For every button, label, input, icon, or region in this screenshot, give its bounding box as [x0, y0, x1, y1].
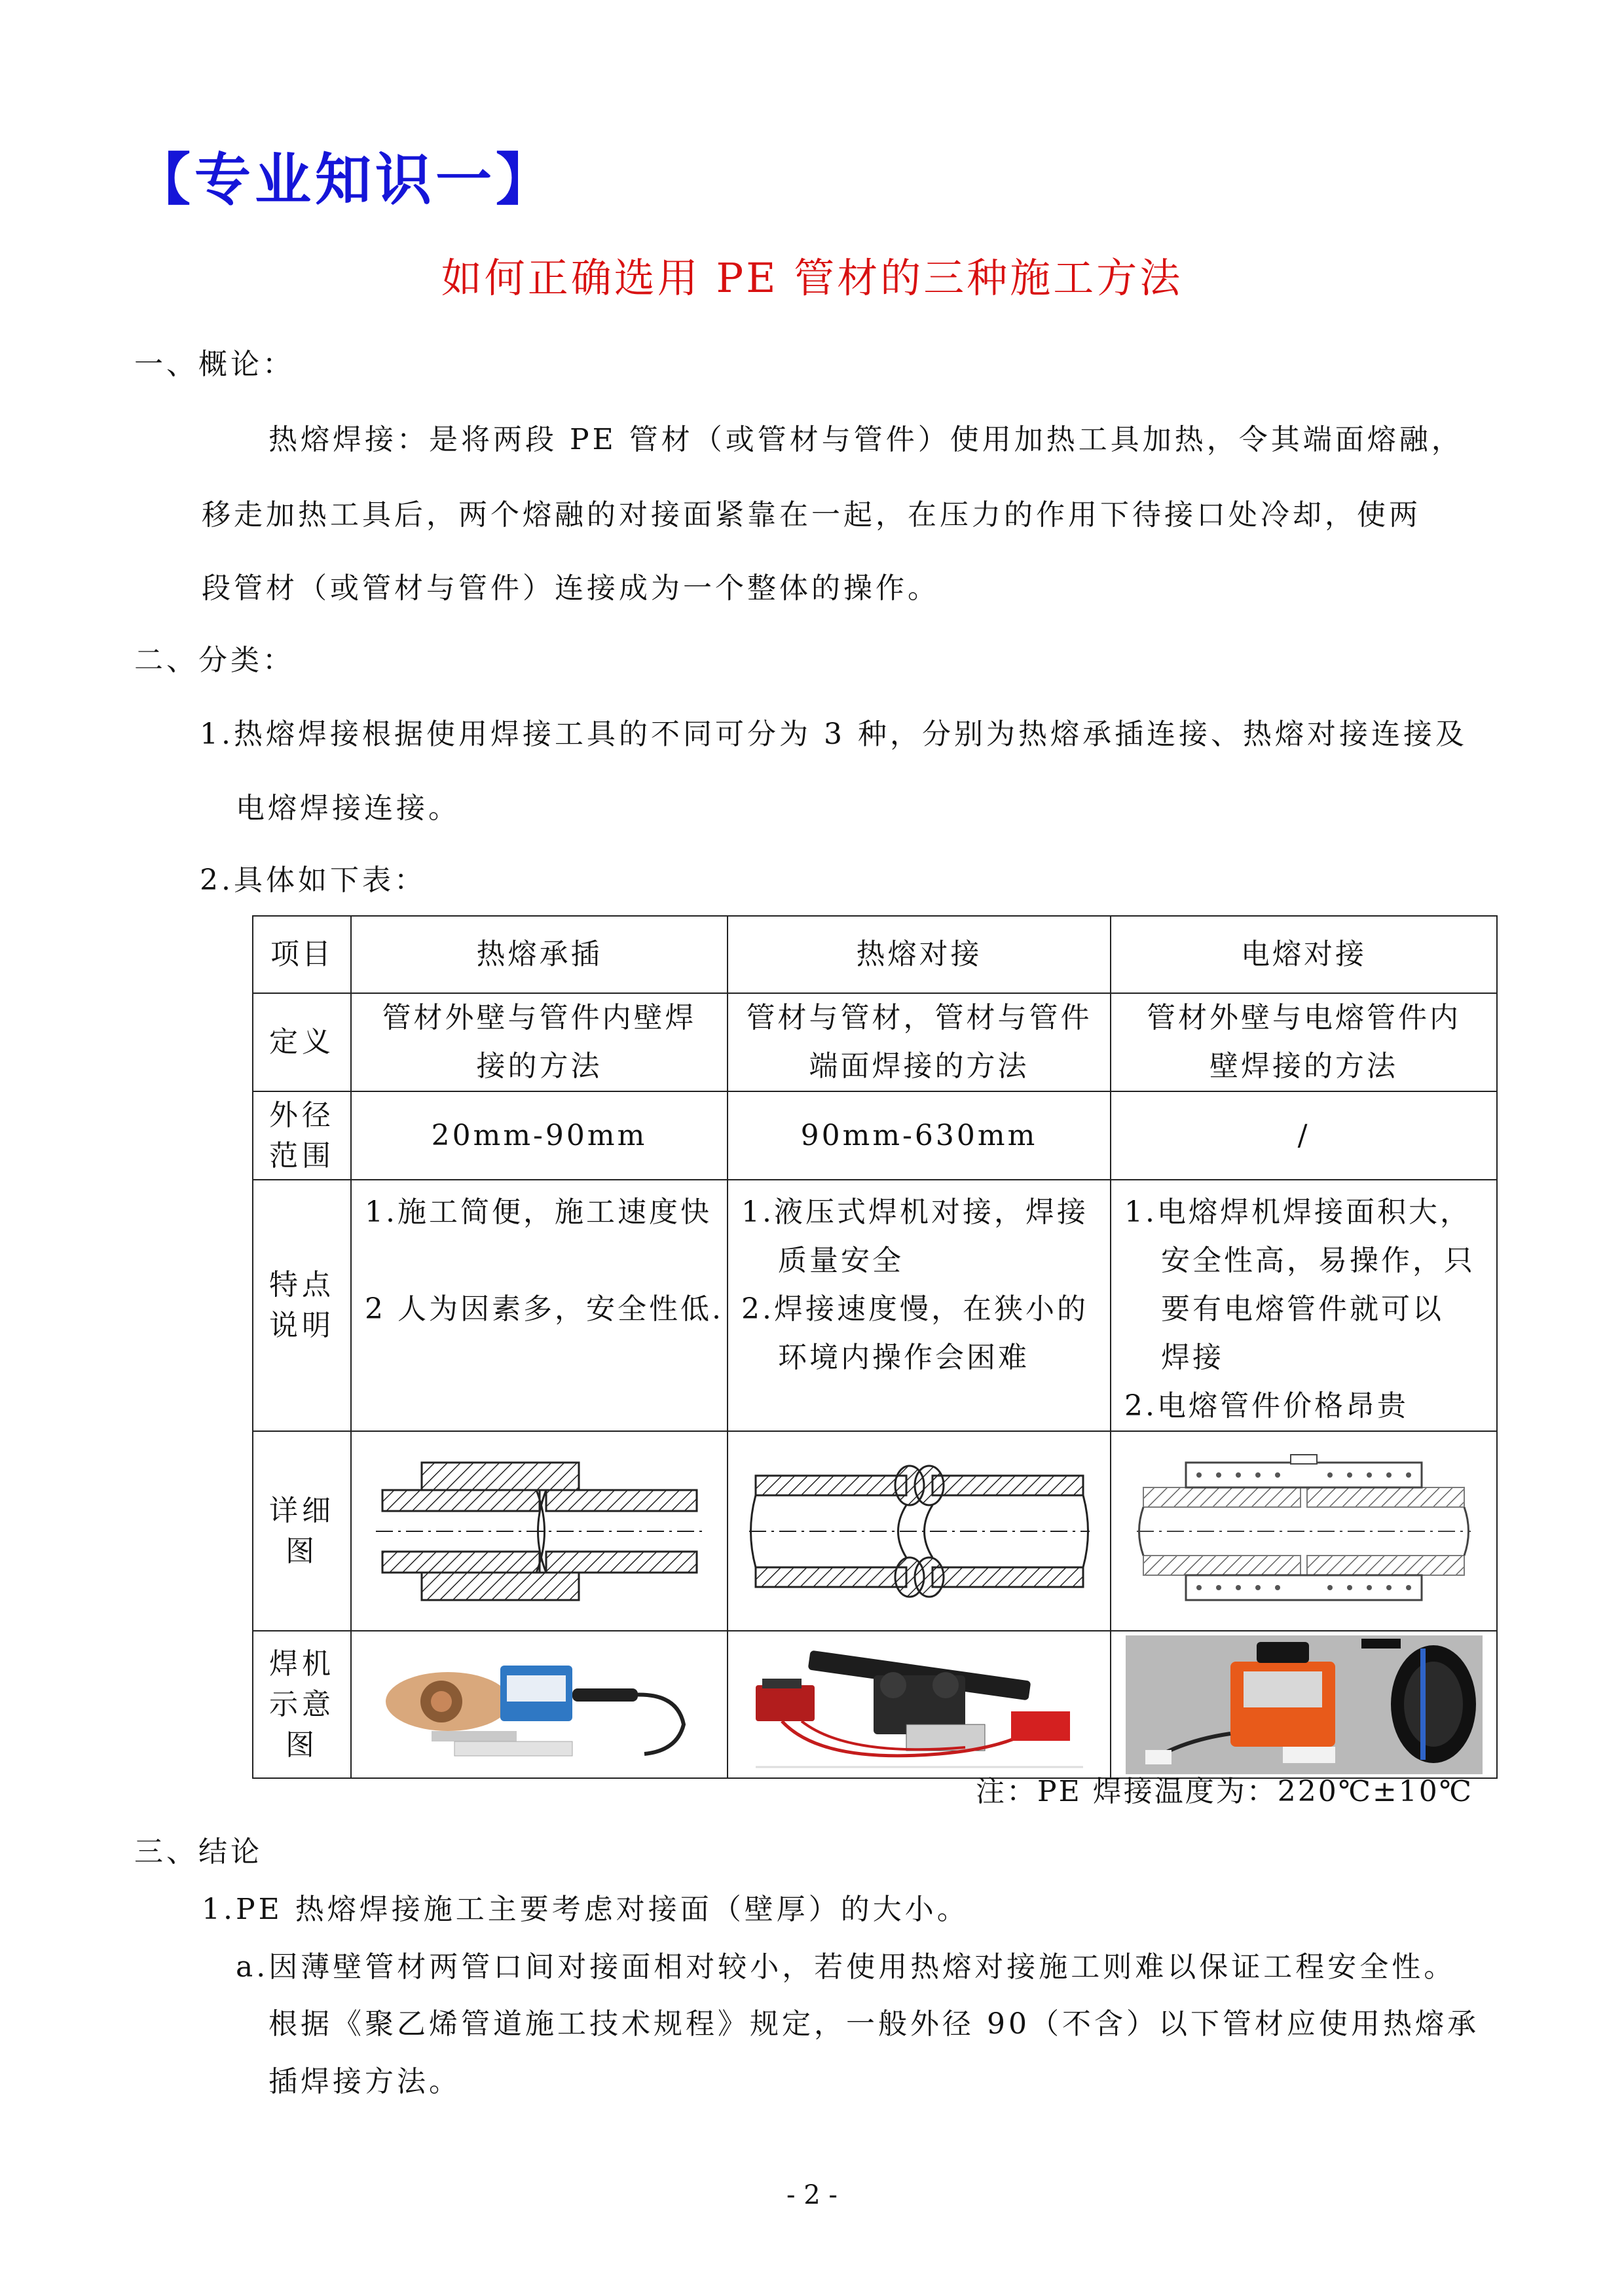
diameter-label: 外径 范围: [253, 1091, 351, 1180]
classification-item-2: 2.具体如下表：: [200, 864, 426, 897]
classification-item-1-line-2: 电熔焊接连接。: [236, 792, 460, 825]
header-electrofusion: 电熔对接: [1111, 916, 1497, 993]
conclusion-item-a-line-1: a.因薄壁管材两管口间对接面相对较小，若使用热熔对接施工则难以保证工程安全性。: [236, 1950, 1456, 1984]
socket-fusion-machine-cell: [351, 1631, 728, 1778]
conclusion-item-a-line-3: 插焊接方法。: [268, 2065, 461, 2098]
definition-label: 定义: [253, 993, 351, 1091]
socket-fusion-machine-image: [369, 1639, 710, 1770]
overview-heading: 一、概论：: [134, 348, 295, 381]
definition-butt-fusion: 管材与管材，管材与管件 端面焊接的方法: [728, 993, 1111, 1091]
butt-fusion-machine-cell: [728, 1631, 1111, 1778]
page-title: 如何正确选用 PE 管材的三种施工方法: [441, 254, 1183, 302]
butt-fusion-diagram-cell: [728, 1431, 1111, 1631]
overview-line-1: 热熔焊接：是将两段 PE 管材（或管材与管件）使用加热工具加热，令其端面熔融，: [268, 423, 1464, 456]
temperature-note: 注：PE 焊接温度为：220℃±10℃: [976, 1775, 1473, 1808]
butt-fusion-diagram: [743, 1449, 1096, 1613]
electrofusion-machine-image: [1126, 1635, 1483, 1774]
table-header-row: [253, 916, 1497, 993]
definition-electrofusion: 管材外壁与电熔管件内 壁焊接的方法: [1111, 993, 1497, 1091]
butt-fusion-machine-image: [743, 1639, 1096, 1770]
page-number: - 2 -: [786, 2180, 838, 2210]
table-row-diagram: [253, 1431, 1497, 1631]
table-row-machine: [253, 1631, 1497, 1778]
overview-line-2: 移走加热工具后，两个熔融的对接面紧靠在一起，在压力的作用下待接口处冷却，使两: [202, 498, 1421, 532]
features-label: 特点 说明: [253, 1180, 351, 1431]
machine-label: 焊机 示意 图: [253, 1631, 351, 1778]
conclusion-item-1: 1.PE 热熔焊接施工主要考虑对接面（壁厚）的大小。: [202, 1893, 969, 1926]
table-row-diameter: [253, 1091, 1497, 1180]
electrofusion-machine-cell: [1111, 1631, 1497, 1778]
features-socket-fusion: 1.施工简便，施工速度快 2 人为因素多，安全性低.: [351, 1180, 728, 1431]
socket-fusion-diagram-cell: [351, 1431, 728, 1631]
header-socket-fusion: 热熔承插: [351, 916, 728, 993]
features-butt-fusion: 1.液压式焊机对接，焊接 质量安全 2.焊接速度慢，在狭小的 环境内操作会困难: [728, 1180, 1111, 1431]
electrofusion-diagram-cell: [1111, 1431, 1497, 1631]
diameter-socket-fusion: 20mm-90mm: [351, 1091, 728, 1180]
header-butt-fusion: 热熔对接: [728, 916, 1111, 993]
header-item-cell: 项目: [253, 916, 351, 993]
diagram-label: 详细 图: [253, 1431, 351, 1631]
section-tag: 【专业知识一】: [134, 147, 556, 213]
electrofusion-diagram: [1127, 1449, 1481, 1613]
table-row-definition: [253, 993, 1497, 1091]
classification-item-1-line-1: 1.热熔焊接根据使用焊接工具的不同可分为 3 种，分别为热熔承插连接、热熔对接连接及: [200, 718, 1467, 751]
table-row-features: [253, 1180, 1497, 1431]
diameter-butt-fusion: 90mm-630mm: [728, 1091, 1111, 1180]
conclusion-heading: 三、结论: [134, 1835, 263, 1868]
conclusion-item-a-line-2: 根据《聚乙烯管道施工技术规程》规定，一般外径 90（不含）以下管材应使用热熔承: [268, 2007, 1479, 2041]
diameter-electrofusion: /: [1111, 1091, 1497, 1180]
classification-heading: 二、分类：: [134, 644, 295, 677]
welding-methods-table: [252, 915, 1498, 1779]
overview-line-3: 段管材（或管材与管件）连接成为一个整体的操作。: [202, 572, 940, 605]
socket-fusion-diagram: [369, 1449, 710, 1613]
definition-socket-fusion: 管材外壁与管件内壁焊 接的方法: [351, 993, 728, 1091]
features-electrofusion: 1.电熔焊机焊接面积大， 安全性高，易操作，只 要有电熔管件就可以 焊接 2.电熔管件价格昂贵: [1111, 1180, 1497, 1431]
